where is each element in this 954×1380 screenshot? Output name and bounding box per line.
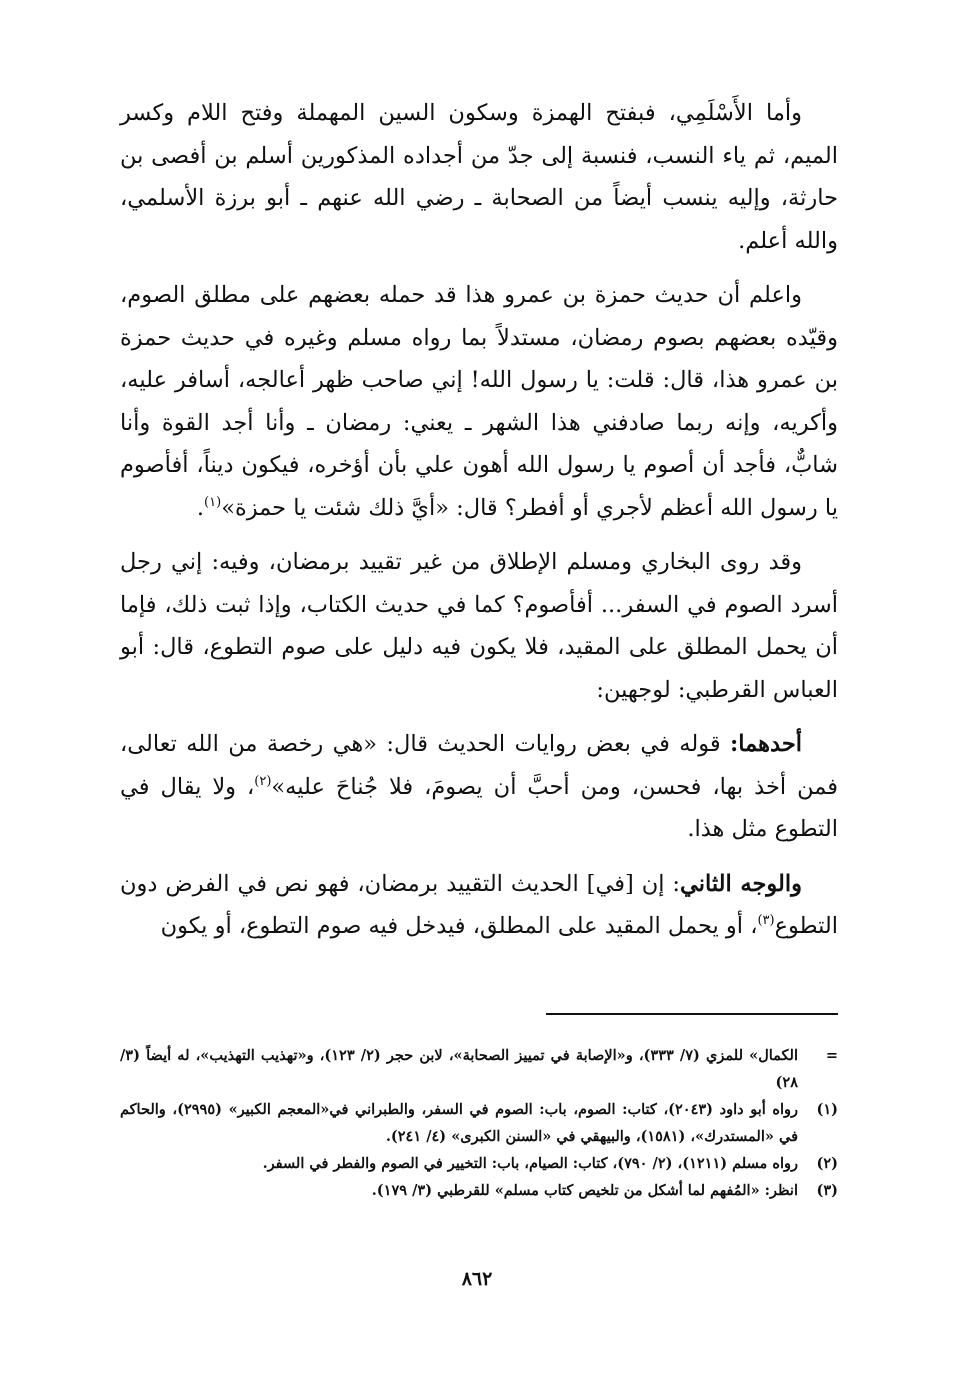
footnote-ref[interactable]: (٣) (757, 913, 775, 928)
footnote-separator (546, 1013, 838, 1015)
paragraph-bukhari-muslim: وقد روى البخاري ومسلم الإطلاق من غير تقييد برمضان، وفيه: إني رجل أسرد الصوم في السفر... أفأصوم؟ كما في حديث الكتاب، وإذا ثبت ذلك، فإما أن يحمل المطلق على المقيد، فلا يكون فيه دليل على صوم التطوع، قال: أبو العباس القرطبي: لوجهين: (120, 549, 838, 703)
footnote-2 (120, 1150, 838, 1177)
footnote-1 (120, 1096, 838, 1150)
paragraph-text: : إن [في] الحديث التقييد برمضان، فهو نص في الفرض دون التطوع (120, 870, 838, 939)
footnote-continued (120, 1042, 838, 1096)
footnotes (120, 1042, 838, 1204)
page-number: ٨٦٢ (461, 1268, 493, 1290)
paragraph-first-reason (120, 723, 838, 851)
footnote-3 (120, 1177, 838, 1204)
first-reason-heading: أحدهما: (729, 731, 802, 757)
footnote-marker: (٢) (816, 1155, 838, 1172)
paragraph-text: ، أو يحمل المقيد على المطلق، فيدخل فيه صوم التطوع، أو يكون (160, 913, 758, 939)
paragraph-hamza-hadith (120, 274, 838, 529)
footnote-text: الكمال» للمزي (٧/ ٣٣٣)، و«الإصابة في تمييز الصحابة»، لابن حجر (٢/ ١٢٣)، و«تهذيب التهذيب»، له أيضاً (٣/ ٢٨) (120, 1047, 798, 1091)
footnote-text: رواه مسلم (١٢١١)، (٢/ ٧٩٠)، كتاب: الصيام، باب: التخيير في الصوم والفطر في السفر. (262, 1155, 798, 1172)
footnote-marker: = (825, 1047, 838, 1064)
footnote-ref[interactable]: (١) (204, 494, 222, 510)
footnote-marker: (٣) (816, 1182, 838, 1199)
footnote-text: رواه أبو داود (٢٠٤٣)، كتاب: الصوم، باب: الصوم في السفر، والطبراني في«المعجم الكبير» (٢٩٩٥)، والحاكم في «المستدرك»، (١٥٨١)، والبيهقي في «السنن الكبرى» (٤/ ٢٤١). (120, 1101, 799, 1145)
paragraph-end: . (196, 494, 205, 521)
paragraph-second-reason (120, 863, 838, 948)
paragraph-aslami: وأما الأَسْلَمِي، فبفتح الهمزة وسكون السين المهملة وفتح اللام وكسر الميم، ثم ياء النسب، فنسبة إلى جدّ من أجداده المذكورين أسلم بن أفصى بن حارثة، وإليه ينسب أيضاً من الصحابة ـ رضي الله عنهم ـ أبو برزة الأسلمي، والله أعلم. (120, 100, 838, 254)
paragraph-text: ، ولا يقال في التطوع مثل هذا. (120, 773, 838, 842)
paragraph-text: واعلم أن حديث حمزة بن عمرو هذا قد حمله بعضهم على مطلق الصوم، وقيّده بعضهم بصوم رمضان، مستدلاً بما رواه مسلم وغيره في حديث حمزة بن عمرو هذا، قال: قلت: يا رسول الله! إني صاحب ظهر أعالجه، أسافر عليه، وأكريه، وإنه ربما صادفني هذا الشهر ـ يعني: رمضان ـ وأنا أجد القوة وأنا شابٌّ، فأجد أن أصوم يا رسول الله أهون علي بأن أؤخره، فيكون ديناً، أفأصوم يا رسول الله أعظم لأجري أو أفطر؟ قال: «أيَّ ذلك شئت يا حمزة» (120, 282, 838, 521)
footnote-text: انظر: «المُفهم لما أشكل من تلخيص كتاب مسلم» للقرطبي (٣/ ١٧٩). (371, 1182, 798, 1199)
footnote-marker: (١) (816, 1101, 838, 1118)
footnote-ref[interactable]: (٢) (254, 773, 272, 789)
second-reason-heading: والوجه الثاني (680, 870, 802, 897)
paragraph-text: قوله في بعض روايات الحديث قال: «هي رخصة من الله تعالى، فمن أخذ بها، فحسن، ومن أحبَّ أن يصومَ، فلا جُناحَ عليه» (120, 731, 838, 800)
main-text (120, 92, 838, 960)
